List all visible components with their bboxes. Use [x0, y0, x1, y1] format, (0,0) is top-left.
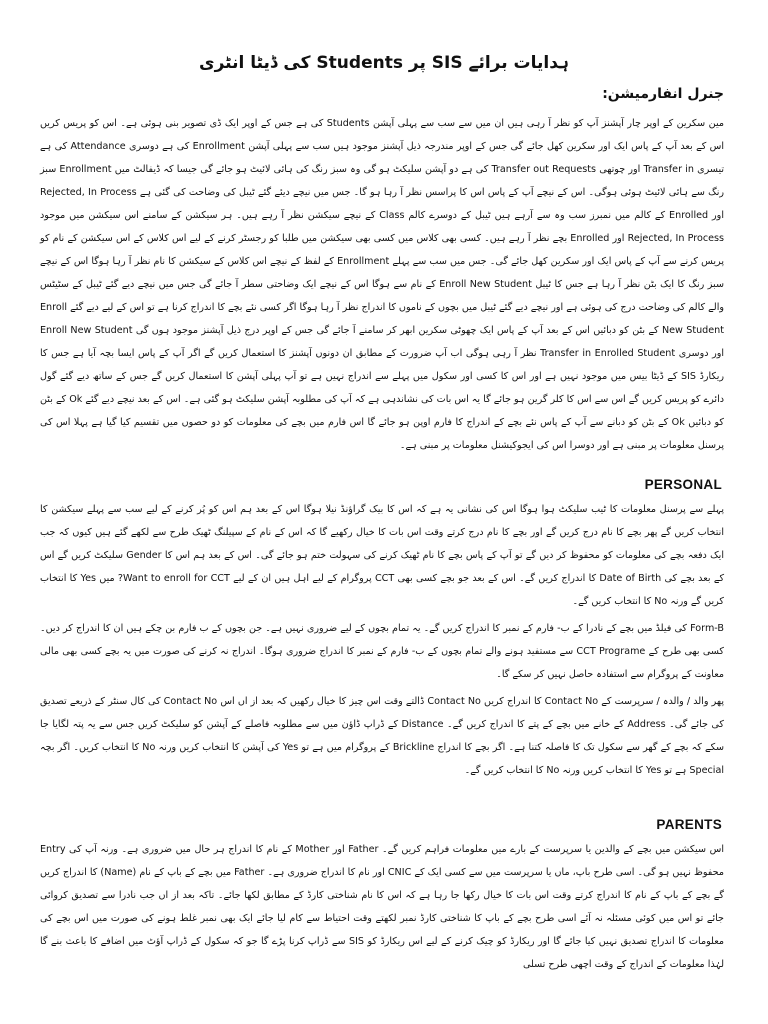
general-info-section: [40, 112, 724, 457]
personal-paragraph-2: Form-B کی فیلڈ میں بچے کے نادرا کے ب- فارم کے نمبر کا اندراج کریں گے۔ یہ تمام بچوں کے لیے ضروری نہیں ہے۔ جن بچوں کے ب فارم بن چکے ہیں ان کا اندراج کر دیں۔ کسی بھی طرح کے CCT Programe سے مستفید ہونے والے تمام بچوں کے ب- فارم کے نمبر کا اندراج ضروری ہوگا۔ اندراج نہ کرنے کی صورت میں یہ بچے کسی بھی مالی معاونت کے پروگرام سے استفادہ حاصل نہیں کر سکے گا۔: [40, 623, 724, 680]
parents-paragraph: اس سیکشن میں بچے کے والدین یا سرپرست کے بارے میں معلومات فراہم کریں گے۔ Father اور Mother کے نام کا اندراج ہر حال میں ضروری ہے۔ ورنہ آپ کی Entry محفوظ نہیں ہو گی۔ اسی طرح باپ، ماں یا سرپرست میں سے کسی ایک کے CNIC اور نام کا اندراج ضروری ہے۔ Father میں بچے کے باپ کے نام (Name) کا اندراج کریں گے بچے کے باپ کے نام کا اندراج کرتے وقت اس بات کا خیال رکھا جا رہا ہے کہ اس کا نام شناختی کارڈ کے مطابق لکھا جائے۔ تاکہ بعد از اں جب نادرا سے تصدیق کروائی جائے تو اس میں کوئی مسئلہ نہ آئے اسی طرح بچے کے باپ کا شناختی کارڈ نمبر لکھتے وقت احتیاط سے کام لیا جائے ایک بھی نمبر غلط ہونے کی صورت میں اس بچے کی معلومات کا اندراج تصدیق نہیں کیا جائے گا اور ریکارڈ کو چیک کرنے کے لیے اس ریکارڈ کو SIS سے ڈراپ کرنا پڑے گا جو کہ سکول کے ڈراپ آؤٹ میں اضافے کا باعث بنے گا لہٰذا معلومات کے اندراج کے وقت اچھی طرح تسلی: [40, 844, 725, 970]
general-info-paragraph: مین سکرین کے اوپر چار آپشنز آپ کو نظر آ رہی ہیں ان میں سے سب سے پہلی آپشن Students کی ہے جس کے اوپر ایک ڈی تصویر بنی ہوئی ہے۔ اس کو پریس کریں اس کے بعد آپ کے پاس ایک اور سکرین کھل جائے گی جس کے اوپر مندرجہ ذیل آپشنز موجود ہیں سب سے پہلی آپشن Enrollment کی ہے دوسری Attendance کی ہے تیسری Transfer in اور چوتھی Transfer out Requests کی ہے دو آپشن سلیکٹ ہو گی وہ سبز رنگ کی ہائی لائیٹ ہو جائے گی جیسا کہ ڈیفالٹ میں Enrollment سبز رنگ سے ہائی لائیٹ ہوئی ہوگی۔ اس کے نیچے آپ کے پاس اس کا پراسس نظر آ رہا ہو گا۔ جس میں نیچے دیئے گئے ٹیبل کی وضاحت کی گئی ہے Rejected, In Process اور Enrolled کے کالم میں نمبرز سب وہ سے آرہے ہیں ٹیبل کے دوسرے کالم Class کے نیچے سیکشن نظر آ رہے ہیں۔ ہر سیکشن کے سامنے اس سیکشن میں موجود Rejected, In Process اور Enrolled بچے نظر آ رہے ہیں۔ کسی بھی کلاس میں کسی بھی سیکشن میں طلبا کو رجسٹر کرنے کے لیے اس کلاس کے اس سیکشن کے نام کو پریس کرنے سے آپ کے پاس ایک اور سکرین کھل جائے گی۔ جس میں سب سے پہلے Enrollment کے لفظ کے نیچے اس کلاس کے سیکشن کا نام نظر آ رہا ہوگا اس کے نیچے سبز رنگ کا ایک بٹن نظر آ رہا ہے جس کا ٹیبل Enroll New Student کے نام سے ہوگا اس کے نیچے ایک وضاحتی سطر آ جائے گی جس میں نیچے دیے گئے ٹیبل کے سٹیٹس والے کالم کی وضاحت درج کی ہوئی ہے اور نیچے دیے گئے ٹیبل میں بچوں کے ناموں کا اندراج نظر آ رہا ہوگا اگر کسی نئے بچے کا اندراج کرنا ہے تو اس کے لیے دیے گئے Enroll New Student کے بٹن کو دبائیں اس کے بعد آپ کے پاس ایک چھوٹی سکرین ابھر کر سامنے آ جائے گی جس کے اوپر درج ذیل آپشنز موجود ہوں گی Enroll New Student اور دوسری Transfer in Enrolled Student نظر آ رہی ہوگی اب آپ ضرورت کے مطابق ان دونوں آپشنز کا استعمال کریں گے اگر آپ کے پاس ایسا بچہ آیا ہے جس کا ریکارڈ SIS کے ڈیٹا بیس میں موجود نہیں ہے اور اس کا کسی اور سکول میں پہلے سے اندراج نہیں ہے تو آپ پہلی آپشن کا استعمال کریں گے جس کے ساتھ دیے گئے گول دائرے کو پریس کریں گے اس سے اس کا کلر گرین ہو جائے گا یہ اس بات کی نشاندہی ہے کہ آپ کی مطلوبہ آپشن سلیکٹ ہو گئی ہے۔ اس کے بعد نیچے دیے گئے Ok کے بٹن کو دبائیں Ok کے بٹن کو دبانے سے آپ کے پاس نئے بچے کے اندراج کا فارم اوپن ہو جائے گا اس فارم میں بچے کی معلومات کو دو حصوں میں تقسیم کیا گیا ہے پہلا اس کی پرسنل معلومات پر مبنی ہے اور دوسرا اس کی ایجوکیشنل معلومات پر مبنی ہے۔: [40, 118, 725, 451]
page-title: ہدایات برائے SIS پر Students کی ڈیٹا انٹری: [198, 53, 569, 73]
parents-section: [40, 838, 724, 976]
personal-paragraph-3: پھر والد / والدہ / سرپرست کے Contact No کا اندراج کریں Contact No ڈالتے وقت اس چیز کا خیال رکھیں کہ بعد از اں اس Contact No کی کال سنٹر کے ذریعے تصدیق کی جائے گی۔ Address کے خانے میں بچے کے پتے کا اندراج کریں گے۔ Distance کے ڈراپ ڈاؤن میں سے مطلوبہ فاصلے کے آپشن کو سلیکٹ کریں جس سے یہ پتہ لگایا جا سکے کہ بچے کے گھر سے سکول تک کا فاصلہ کتنا ہے۔ اگر بچے کا اندراج Brickline کے پروگرام میں ہے تو Yes کی آپشن کا انتخاب کریں ورنہ No کا انتخاب کریں۔ اگر بچہ Special ہے تو Yes کا انتخاب کریں ورنہ No کا انتخاب کریں گے۔: [40, 696, 725, 776]
personal-section: [40, 498, 724, 782]
personal-heading: PERSONAL: [644, 477, 722, 492]
personal-paragraph-1: پہلے سے پرسنل معلومات کا ٹیب سلیکٹ ہوا ہوگا اس کی نشانی یہ ہے کہ اس کا بیک گراؤنڈ نیلا ہوگا اس کے بعد ہم اس کو پُر کرنے کے لیے سب سے پہلے سیکشن کا انتخاب کریں گے پھر بچے کا نام درج کریں گے اور بچے کا نام درج کرتے وقت اس بات کا خیال رکھیے گا کہ اس کے نام کے سپیلنگ ٹھیک طرح سے لکھے گئے ہیں کیوں کہ جب ایک دفعہ بچے کی معلومات کو محفوظ کر دیں گے تو آپ کے پاس بچے کا نام ٹھیک کرنے کی سہولت ختم ہو جائے گی۔ اس کے بعد ہم اس کا Gender سلیکٹ کریں گے اس کے بعد بچے کی Date of Birth کا اندراج کریں گے۔ اس کے بعد جو بچے کسی بھی CCT پروگرام کے لیے اہل ہیں ان کے لیے Want to enroll for CCT? میں Yes کا انتخاب کریں گے ورنہ No کا انتخاب کریں گے۔: [40, 504, 725, 607]
parents-heading: PARENTS: [656, 817, 722, 832]
general-info-heading: جنرل انفارمیشن:: [602, 86, 724, 102]
